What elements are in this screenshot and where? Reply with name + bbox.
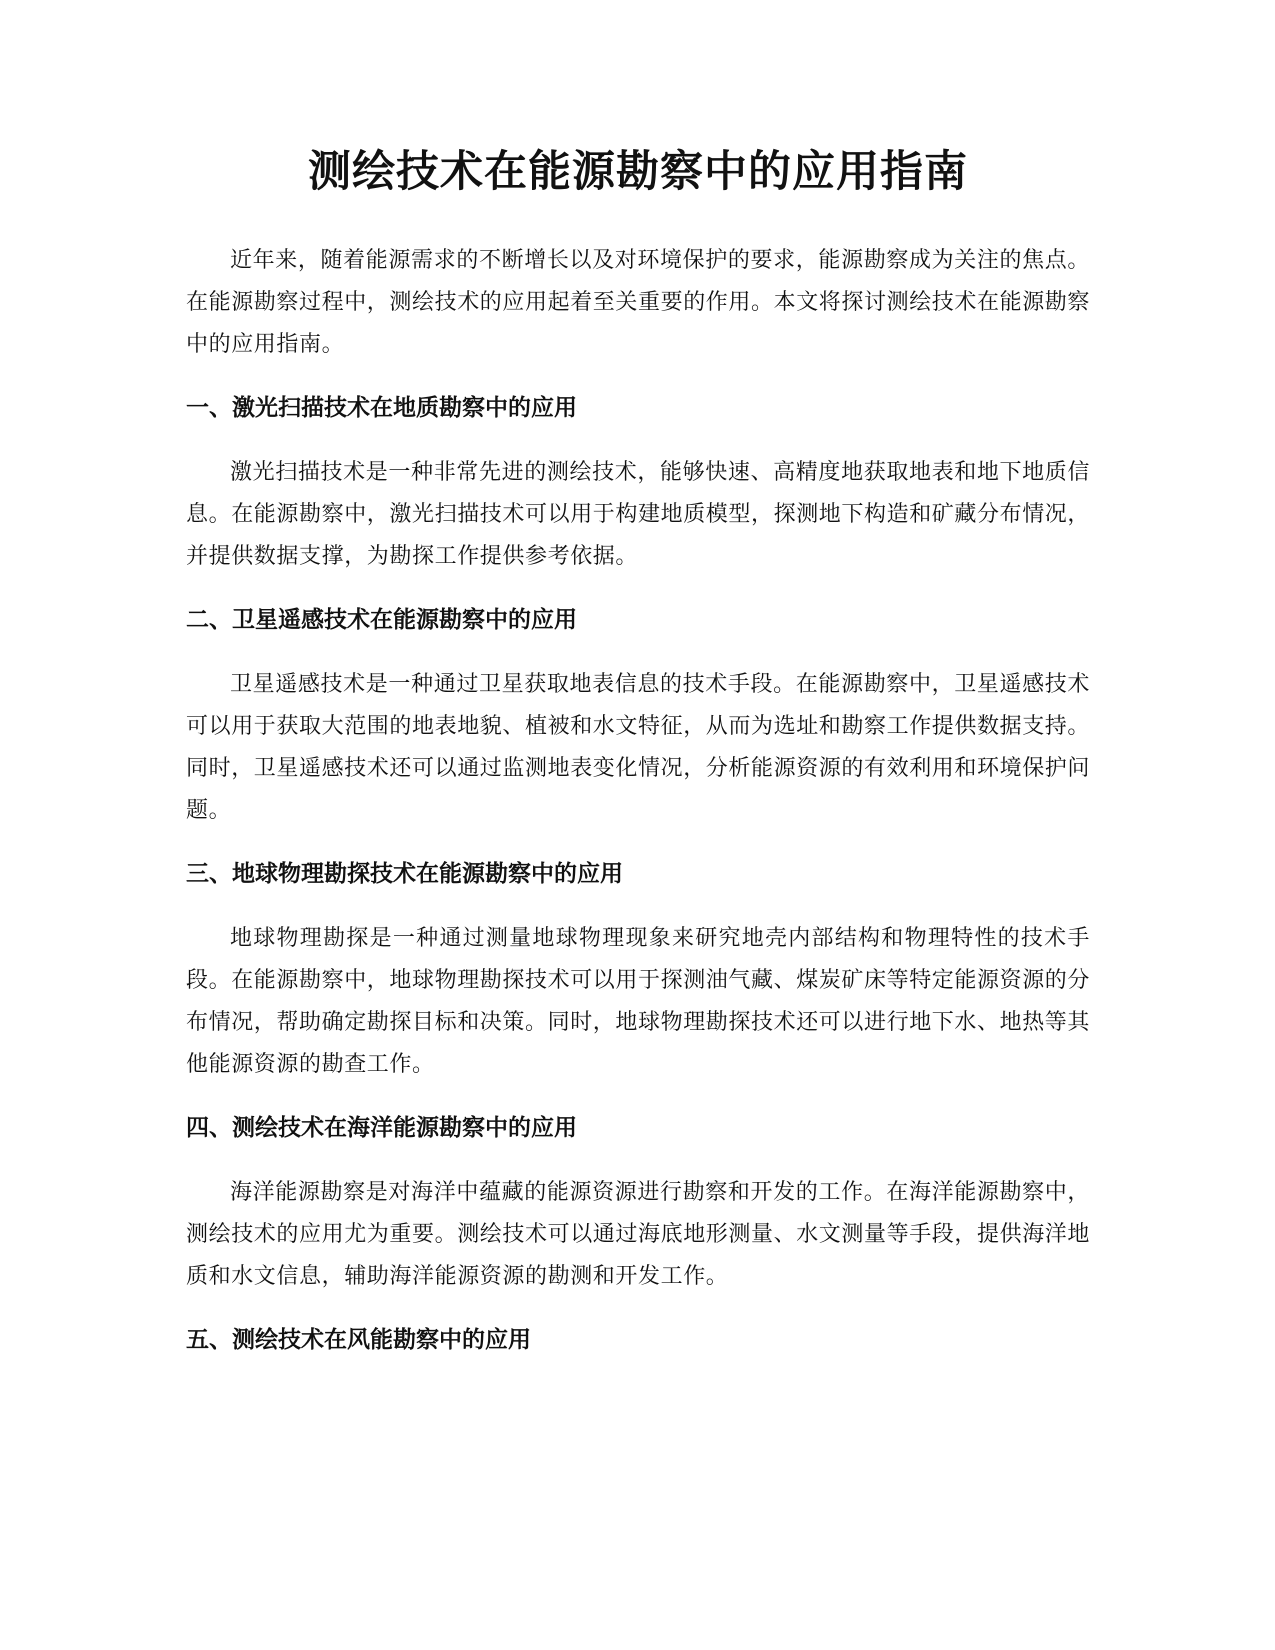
- section-5-heading: 五、测绘技术在风能勘察中的应用: [186, 1327, 531, 1353]
- section-4-heading: 四、测绘技术在海洋能源勘察中的应用: [186, 1115, 577, 1141]
- section-2-body: 卫星遥感技术是一种通过卫星获取地表信息的技术手段。在能源勘察中，卫星遥感技术可以用于获取大范围的地表地貌、植被和水文特征，从而为选址和勘察工作提供数据支持。同时，卫星遥感技术还可以通过监测地表变化情况，分析能源资源的有效利用和环境保护问题。: [186, 672, 1091, 823]
- section-1-heading: 一、激光扫描技术在地质勘察中的应用: [186, 395, 577, 421]
- document-page: [186, 140, 1090, 1384]
- document-title: 测绘技术在能源勘察中的应用指南: [308, 147, 968, 197]
- section-1-body: 激光扫描技术是一种非常先进的测绘技术，能够快速、高精度地获取地表和地下地质信息。在能源勘察中，激光扫描技术可以用于构建地质模型，探测地下构造和矿藏分布情况，并提供数据支撑，为勘探工作提供参考依据。: [186, 460, 1091, 569]
- intro-paragraph: 近年来，随着能源需求的不断增长以及对环境保护的要求，能源勘察成为关注的焦点。在能源勘察过程中，测绘技术的应用起着至关重要的作用。本文将探讨测绘技术在能源勘察中的应用指南。: [186, 248, 1091, 357]
- section-4-body: 海洋能源勘察是对海洋中蕴藏的能源资源进行勘察和开发的工作。在海洋能源勘察中，测绘技术的应用尤为重要。测绘技术可以通过海底地形测量、水文测量等手段，提供海洋地质和水文信息，辅助海洋能源资源的勘测和开发工作。: [186, 1180, 1091, 1289]
- section-2-heading: 二、卫星遥感技术在能源勘察中的应用: [186, 607, 577, 633]
- section-3-body: 地球物理勘探是一种通过测量地球物理现象来研究地壳内部结构和物理特性的技术手段。在能源勘察中，地球物理勘探技术可以用于探测油气藏、煤炭矿床等特定能源资源的分布情况，帮助确定勘探目标和决策。同时，地球物理勘探技术还可以进行地下水、地热等其他能源资源的勘查工作。: [186, 926, 1091, 1077]
- section-3-heading: 三、地球物理勘探技术在能源勘察中的应用: [186, 861, 623, 887]
